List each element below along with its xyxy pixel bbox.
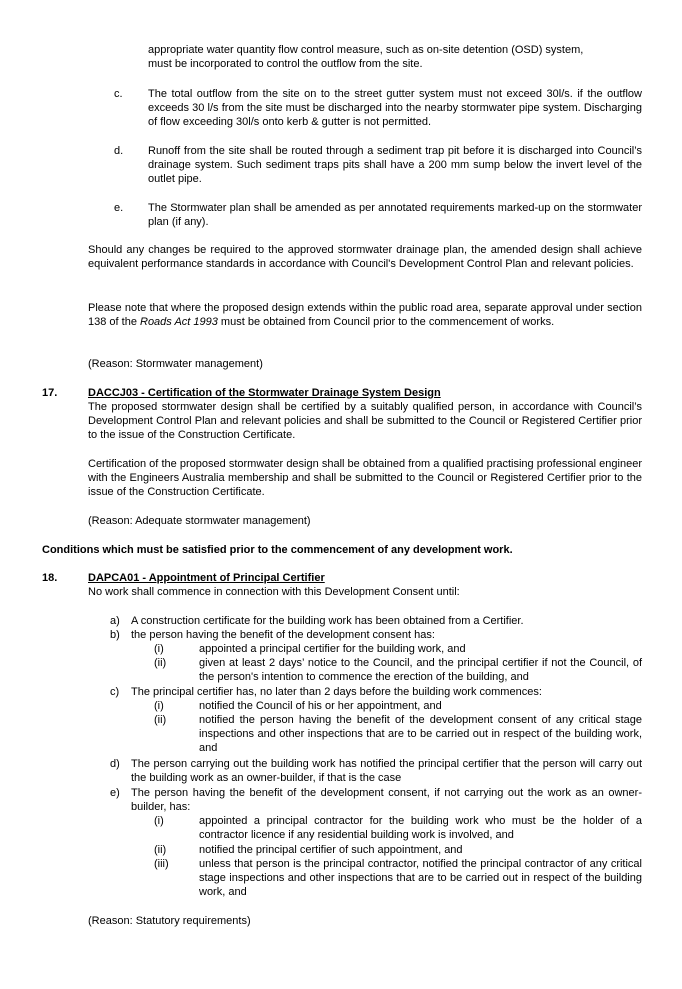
sublist-e-label-iii: (iii) <box>154 858 169 870</box>
list-item-e: The Stormwater plan shall be amended as per annotated requirements marked-up on the stormwater plan (if any). <box>148 202 642 228</box>
paragraph-road-approval: Please note that where the proposed design extends within the public road area, separate approval under section 138 of the Roads Act 1993 must be obtained from Council prior to the commencement of works. <box>88 302 642 328</box>
sublist-c-label-ii: (ii) <box>154 714 167 726</box>
sublist-b-item-ii: given at least 2 days’ notice to the Council, and the principal certifier if not the Council, of the person's intention to commence the erection of the building, and <box>199 657 642 683</box>
list-label-c: c. <box>114 88 123 100</box>
condition-number-17: 17. <box>42 387 58 399</box>
reason-16: (Reason: Stormwater management) <box>88 358 263 370</box>
list-item-d: Runoff from the site shall be routed through a sediment trap pit before it is discharged into Council’s drainage system. Such sediment traps pits shall have a 200 mm sump below the invert level of the outlet pipe. <box>148 145 642 185</box>
sublist-b-label-ii: (ii) <box>154 657 167 669</box>
sublist-item-e: The person having the benefit of the development consent, if not carrying out the work as an owner-builder, has: <box>131 787 642 813</box>
continuation-line-1: appropriate water quantity flow control measure, such as on-site detention (OSD) system, <box>148 44 584 56</box>
sublist-item-a: A construction certificate for the building work has been obtained from a Certifier. <box>131 615 524 627</box>
sublist-item-c: The principal certifier has, no later than 2 days before the building work commences: <box>131 686 542 698</box>
roads-act-reference: Roads Act 1993 <box>140 316 218 328</box>
list-label-e: e. <box>114 202 124 214</box>
reason-18: (Reason: Statutory requirements) <box>88 915 251 927</box>
sublist-c-item-ii: notified the person having the benefit of the development consent of any critical stage inspections and other inspections that are to be carried out in respect of the building work, and <box>199 714 642 754</box>
sublist-e-item-ii: notified the principal certifier of such appointment, and <box>199 844 463 856</box>
sublist-e-label-ii: (ii) <box>154 844 167 856</box>
sublist-label-e: e) <box>110 787 120 799</box>
sublist-e-item-i: appointed a principal contractor for the building work who must be the holder of a contractor licence if any residential building work is involved, and <box>199 815 642 841</box>
sublist-b-item-i: appointed a principal certifier for the building work, and <box>199 643 466 655</box>
list-item-c: The total outflow from the site on to the street gutter system must not exceed 30l/s. if the outflow exceeds 30 l/s from the site must be discharged into the nearby stormwater pipe system. Discharging of flow exceeding 30l/s onto kerb & gutter is not permitted. <box>148 88 642 128</box>
sublist-label-a: a) <box>110 615 120 627</box>
sublist-item-b: the person having the benefit of the development consent has: <box>131 629 435 641</box>
list-label-d: d. <box>114 145 124 157</box>
sublist-b-label-i: (i) <box>154 643 164 655</box>
sublist-label-b: b) <box>110 629 120 641</box>
sublist-label-d: d) <box>110 758 120 770</box>
sublist-e-item-iii: unless that person is the principal contractor, notified the principal contractor of any critical stage inspections and other inspections that are to be carried out in respect of the building work, and <box>199 858 642 898</box>
paragraph-changes: Should any changes be required to the approved stormwater drainage plan, the amended design shall achieve equivalent performance standards in accordance with Council's Development Control Plan and relevant policies. <box>88 244 642 270</box>
condition-17-paragraph-1: The proposed stormwater design shall be certified by a suitably qualified person, in accordance with Council’s Development Control Plan and relevant policies and shall be submitted to the Council or Registered Certifier prior to the issue of the Construction Certificate. <box>88 401 642 441</box>
condition-title-18: DAPCA01 - Appointment of Principal Certifier <box>88 572 325 584</box>
sublist-c-item-i: notified the Council of his or her appointment, and <box>199 700 442 712</box>
section-heading: Conditions which must be satisfied prior to the commencement of any development work. <box>42 544 513 556</box>
reason-17: (Reason: Adequate stormwater management) <box>88 515 311 527</box>
condition-title-17: DACCJ03 - Certification of the Stormwater Drainage System Design <box>88 387 441 399</box>
condition-number-18: 18. <box>42 572 58 584</box>
condition-17-paragraph-2: Certification of the proposed stormwater design shall be obtained from a qualified practising professional engineer with the Engineers Australia membership and shall be submitted to the Council or Registered Certifier prior to the issue of the Construction Certificate. <box>88 458 642 498</box>
condition-18-intro: No work shall commence in connection with this Development Consent until: <box>88 586 460 598</box>
sublist-item-d: The person carrying out the building work has notified the principal certifier that the person will carry out the building work as an owner-builder, if that is the case <box>131 758 642 784</box>
continuation-line-2: must be incorporated to control the outflow from the site. <box>148 58 423 70</box>
sublist-label-c: c) <box>110 686 120 698</box>
sublist-c-label-i: (i) <box>154 700 164 712</box>
sublist-e-label-i: (i) <box>154 815 164 827</box>
